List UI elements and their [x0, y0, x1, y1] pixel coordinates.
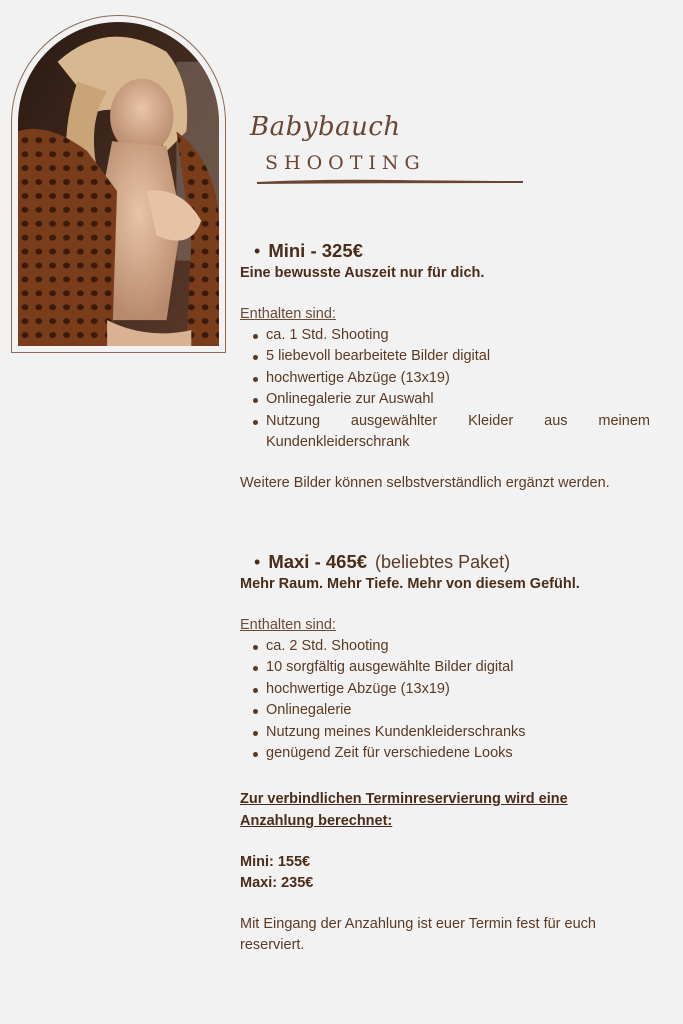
package-maxi — [240, 551, 650, 764]
list-item: ca. 1 Std. Shooting — [266, 325, 650, 346]
package-maxi-name: Maxi - 465€ — [268, 551, 368, 572]
package-maxi-tagline: Mehr Raum. Mehr Tiefe. Mehr von diesem Gefühl. — [240, 576, 580, 592]
list-item: Onlinegalerie — [266, 700, 650, 721]
deposit-section — [240, 788, 620, 956]
list-item: 5 liebevoll bearbeitete Bilder digital — [266, 346, 650, 367]
deposit-confirmation: Mit Eingang der Anzahlung ist euer Termin fest für euch reserviert. — [240, 916, 596, 953]
list-item: Onlinegalerie zur Auswahl — [266, 389, 650, 410]
package-mini — [240, 240, 650, 494]
bullet: • — [254, 552, 261, 572]
maternity-photo — [18, 22, 219, 346]
package-maxi-title — [254, 551, 650, 573]
package-mini-included-label: Enthalten sind: — [240, 306, 336, 322]
package-mini-tagline: Eine bewusste Auszeit nur für dich. — [240, 265, 485, 281]
list-item: ca. 2 Std. Shooting — [266, 636, 650, 657]
title-caps: SHOOTING — [265, 152, 426, 174]
maternity-photo-illustration — [18, 22, 219, 346]
deposit-heading: Zur verbindlichen Terminreservierung wird eine Anzahlung berechnet: — [240, 791, 568, 829]
package-mini-title — [254, 240, 650, 262]
bullet: • — [254, 241, 261, 261]
package-maxi-included-label: Enthalten sind: — [240, 617, 336, 633]
package-maxi-items — [240, 636, 650, 764]
deposit-maxi: Maxi: 235€ — [240, 875, 314, 891]
brush-stroke-divider — [255, 177, 525, 185]
list-item: hochwertige Abzüge (13x19) — [266, 368, 650, 389]
list-item: genügend Zeit für verschiedene Looks — [266, 743, 650, 764]
package-mini-items — [240, 325, 650, 453]
list-item: Nutzung meines Kundenkleiderschranks — [266, 722, 650, 743]
deposit-mini: Mini: 155€ — [240, 854, 311, 870]
package-maxi-note: (beliebtes Paket) — [375, 552, 511, 572]
photo-frame — [11, 15, 226, 353]
package-mini-name: Mini - 325€ — [268, 240, 363, 261]
package-mini-footnote: Weitere Bilder können selbstverständlich ergänzt werden. — [240, 475, 610, 492]
list-item: 10 sorgfältig ausgewählte Bilder digital — [266, 657, 650, 678]
list-item: Nutzung ausgewählter Kleider aus meinem Kundenkleiderschrank — [266, 411, 650, 454]
list-item: hochwertige Abzüge (13x19) — [266, 679, 650, 700]
title-script: Babybauch — [250, 112, 401, 142]
